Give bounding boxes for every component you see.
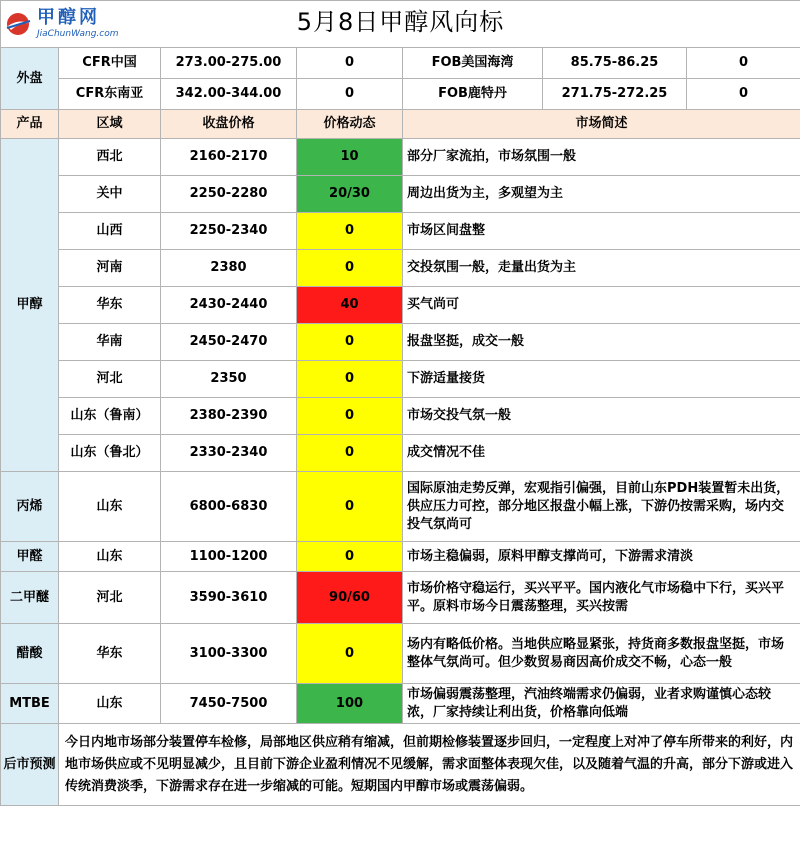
logo-text: 甲醇网 — [37, 7, 100, 28]
change-cell: 0 — [297, 542, 403, 572]
external-change: 0 — [297, 48, 403, 79]
change-cell: 0 — [297, 361, 403, 398]
price-cell: 3590-3610 — [161, 572, 297, 624]
product-mtbe: MTBE — [1, 684, 59, 724]
description-cell: 交投氛围一般，走量出货为主 — [403, 250, 800, 287]
price-cell: 2250-2340 — [161, 213, 297, 250]
description-cell: 市场交投气氛一般 — [403, 398, 800, 435]
change-cell: 20/30 — [297, 176, 403, 213]
price-cell: 2330-2340 — [161, 435, 297, 472]
external-change: 0 — [687, 79, 800, 110]
description-cell: 场内有略低价格。当地供应略显紧张，持货商多数报盘坚挺，市场整体气氛尚可。但少数贸易商因高价成交不畅，心态一般 — [403, 624, 800, 684]
change-cell: 40 — [297, 287, 403, 324]
logo-url: JiaChunWang.com — [37, 29, 119, 39]
external-change: 0 — [297, 79, 403, 110]
product-formaldehyde: 甲醛 — [1, 542, 59, 572]
description-cell: 国际原油走势反弹，宏观指引偏强，目前山东PDH装置暂未出货，供应压力可控，部分地区报盘小幅上涨，下游仍按需采购，场内交投气氛尚可 — [403, 472, 800, 542]
price-cell: 2430-2440 — [161, 287, 297, 324]
external-name: CFR中国 — [59, 48, 161, 79]
table-row — [1, 472, 800, 542]
product-acetic-acid: 醋酸 — [1, 624, 59, 684]
column-header-region: 区域 — [59, 110, 161, 139]
product-propylene: 丙烯 — [1, 472, 59, 542]
price-cell: 7450-7500 — [161, 684, 297, 724]
change-cell: 0 — [297, 213, 403, 250]
change-cell: 100 — [297, 684, 403, 724]
change-cell: 0 — [297, 398, 403, 435]
region-cell: 河北 — [59, 361, 161, 398]
price-cell: 1100-1200 — [161, 542, 297, 572]
description-cell: 市场价格守稳运行，买兴平平。国内液化气市场稳中下行，买兴平平。原料市场今日震荡整理，买兴按需 — [403, 572, 800, 624]
description-cell: 成交情况不佳 — [403, 435, 800, 472]
product-dme: 二甲醚 — [1, 572, 59, 624]
description-cell: 市场主稳偏弱，原料甲醇支撑尚可，下游需求清淡 — [403, 542, 800, 572]
title-cell — [1, 1, 800, 48]
description-cell: 周边出货为主，多观望为主 — [403, 176, 800, 213]
product-methanol: 甲醇 — [1, 139, 59, 472]
description-cell: 买气尚可 — [403, 287, 800, 324]
description-cell: 下游适量接货 — [403, 361, 800, 398]
change-cell: 90/60 — [297, 572, 403, 624]
table-row — [1, 213, 800, 250]
description-cell: 市场区间盘整 — [403, 213, 800, 250]
table-row — [1, 684, 800, 724]
forecast-text: 今日内地市场部分装置停车检修，局部地区供应稍有缩减，但前期检修装置逐步回归，一定程度上对冲了停车所带来的利好，内地市场供应或不见明显减少，且目前下游企业盈利情况不见缓解，需求面整体表现欠佳，以及随着气温的升高，部分下游或进入传统消费淡季，下游需求存在进一步缩减的可能。短期国内甲醇市场或震荡偏弱。 — [59, 724, 800, 806]
region-cell: 河南 — [59, 250, 161, 287]
external-label: 外盘 — [1, 48, 59, 110]
table-row — [1, 572, 800, 624]
region-cell: 关中 — [59, 176, 161, 213]
change-cell: 10 — [297, 139, 403, 176]
table-row — [1, 250, 800, 287]
table-row — [1, 287, 800, 324]
region-cell: 山东 — [59, 542, 161, 572]
globe-logo-icon — [5, 11, 31, 37]
price-cell: 3100-3300 — [161, 624, 297, 684]
region-cell: 华东 — [59, 624, 161, 684]
column-header-price: 收盘价格 — [161, 110, 297, 139]
description-cell: 市场偏弱震荡整理，汽油终端需求仍偏弱，业者求购谨慎心态较浓，厂家持续让利出货，价格靠向低端 — [403, 684, 800, 724]
column-header-change: 价格动态 — [297, 110, 403, 139]
region-cell: 山东（鲁北） — [59, 435, 161, 472]
logo — [3, 7, 119, 43]
region-cell: 山东 — [59, 684, 161, 724]
table-row — [1, 176, 800, 213]
table-row — [1, 624, 800, 684]
external-change: 0 — [687, 48, 800, 79]
region-cell: 华南 — [59, 324, 161, 361]
forecast-label: 后市预测 — [1, 724, 59, 806]
external-price: 85.75-86.25 — [543, 48, 687, 79]
price-cell: 2250-2280 — [161, 176, 297, 213]
external-name: FOB美国海湾 — [403, 48, 543, 79]
region-cell: 西北 — [59, 139, 161, 176]
region-cell: 河北 — [59, 572, 161, 624]
table-row — [1, 542, 800, 572]
description-cell: 报盘坚挺，成交一般 — [403, 324, 800, 361]
external-name: CFR东南亚 — [59, 79, 161, 110]
table-row — [1, 361, 800, 398]
change-cell: 0 — [297, 472, 403, 542]
external-price: 271.75-272.25 — [543, 79, 687, 110]
external-name: FOB鹿特丹 — [403, 79, 543, 110]
change-cell: 0 — [297, 250, 403, 287]
table-row — [1, 435, 800, 472]
column-header-product: 产品 — [1, 110, 59, 139]
region-cell: 山东 — [59, 472, 161, 542]
region-cell: 华东 — [59, 287, 161, 324]
change-cell: 0 — [297, 624, 403, 684]
page-title: 5月8日甲醇风向标 — [296, 7, 505, 36]
price-cell: 6800-6830 — [161, 472, 297, 542]
description-cell: 部分厂家流拍，市场氛围一般 — [403, 139, 800, 176]
price-cell: 2380 — [161, 250, 297, 287]
table-row — [1, 139, 800, 176]
external-price: 342.00-344.00 — [161, 79, 297, 110]
change-cell: 0 — [297, 435, 403, 472]
column-header-description: 市场简述 — [403, 110, 800, 139]
price-cell: 2160-2170 — [161, 139, 297, 176]
table-row — [1, 324, 800, 361]
forecast-row — [1, 724, 800, 806]
change-cell: 0 — [297, 324, 403, 361]
region-cell: 山西 — [59, 213, 161, 250]
price-cell: 2350 — [161, 361, 297, 398]
price-cell: 2380-2390 — [161, 398, 297, 435]
price-cell: 2450-2470 — [161, 324, 297, 361]
external-price: 273.00-275.00 — [161, 48, 297, 79]
table-row — [1, 398, 800, 435]
region-cell: 山东（鲁南） — [59, 398, 161, 435]
